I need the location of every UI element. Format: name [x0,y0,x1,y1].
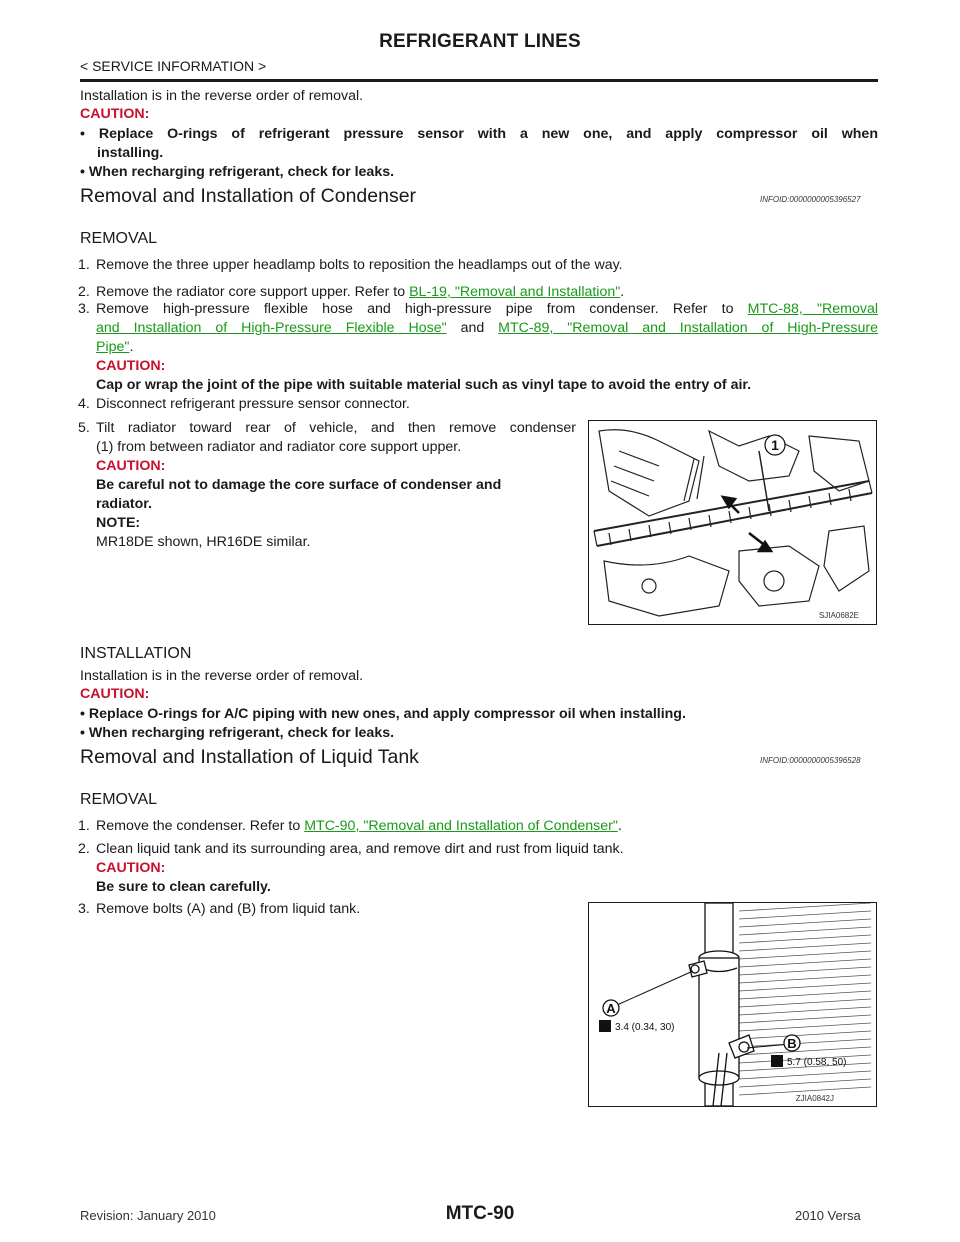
link-bl-19[interactable]: BL-19, "Removal and Installation" [409,284,621,300]
footer-revision: Revision: January 2010 [80,1208,216,1223]
condenser-caution-label: CAUTION: [80,686,150,702]
liquid-tank-figure [588,902,877,1107]
condenser-step-4: 4. Disconnect refrigerant pressure sensor connector. [78,396,410,412]
condenser-step-5: 5. Tilt radiator toward rear of vehicle, and then remove condenser (1) from between radiator and radiator core support upper. CAUTION: Be careful not to damage the core surface of condenser and radiator. NOTE: MR18DE shown, HR16DE similar. [78,420,576,550]
link-mtc-89[interactable]: MTC-89, "Removal and Installation of High-Pressure [498,320,878,336]
condenser-step-2: 2. Remove the radiator core support upper. Refer to BL-19, "Removal and Installation". [78,284,625,300]
condenser-removal-heading: REMOVAL [80,230,158,247]
intro-caution-1b: installing. [97,145,164,161]
intro-caution-label: CAUTION: [80,106,150,122]
bolt-b-label: B [787,1036,797,1051]
link-mtc-89-cont[interactable]: Pipe" [96,339,130,355]
footer-page-number: MTC-90 [445,1203,515,1224]
condenser-installation-heading: INSTALLATION [80,645,192,662]
liquid-tank-removal-heading: REMOVAL [80,791,158,808]
liquid-tank-illustration [589,903,876,1106]
footer-model: 2010 Versa [795,1208,861,1223]
liquid-tank-heading: Removal and Installation of Liquid Tank [80,746,419,768]
header-rule [80,79,878,82]
liquid-tank-step-2: 2. Clean liquid tank and its surrounding area, and remove dirt and rust from liquid tank. CAUTION: Be sure to clean carefully. [78,841,624,895]
figure-callout-1: 1 [771,437,779,453]
page-title: REFRIGERANT LINES [379,31,581,52]
section-label: < SERVICE INFORMATION > [80,58,267,74]
condenser-figure [588,420,877,625]
intro-install-text: Installation is in the reverse order of removal. [80,88,364,104]
liquid-tank-figure-code: ZJIA0842J [795,1094,834,1103]
condenser-install-text: Installation is in the reverse order of removal. [80,668,364,684]
intro-caution-2: • When recharging refrigerant, check for leaks. [80,164,395,180]
link-mtc-90[interactable]: MTC-90, "Removal and Installation of Condenser" [304,818,618,834]
torque-a-value: 3.4 (0.34, 30) [615,1022,675,1033]
condenser-infoid: INFOID:0000000005396527 [760,195,861,204]
intro-caution-1: • Replace O-rings of refrigerant pressure sensor with a new one, and apply compressor oil when [80,126,878,142]
bolt-a-label: A [606,1001,616,1016]
liquid-tank-step-3: 3. Remove bolts (A) and (B) from liquid tank. [78,901,361,917]
condenser-heading: Removal and Installation of Condenser [80,185,417,207]
condenser-caution-2: • When recharging refrigerant, check for leaks. [80,725,395,741]
torque-b-value: 5.7 (0.58, 50) [787,1057,847,1068]
liquid-tank-infoid: INFOID:0000000005396528 [760,756,861,765]
torque-wrench-icon [599,1020,611,1032]
condenser-figure-code: SJIA0682E [818,611,859,620]
condenser-illustration [589,421,876,624]
link-mtc-88-cont[interactable]: and Installation of High-Pressure Flexible Hose" [96,320,447,336]
condenser-step-1: 1. Remove the three upper headlamp bolts to reposition the headlamps out of the way. [78,257,623,273]
liquid-tank-step-1: 1. Remove the condenser. Refer to MTC-90, "Removal and Installation of Condenser". [78,818,622,834]
condenser-step-3-caution-label: CAUTION: [96,358,166,374]
condenser-step-3: 3. Remove high-pressure flexible hose and high-pressure pipe from condenser. Refer to MTC-88, "Removal and Installation of High-Pressure Flexible Hose" and MTC-89, "Removal and Installation of High-Pressure Pipe". CAUTION: Cap or wrap the joint of the pipe with suitable material such as vinyl tape to avoid the entry of air. [78,301,878,393]
condenser-caution-1: • Replace O-rings for A/C piping with new ones, and apply compressor oil when installing. [80,706,686,722]
link-mtc-88[interactable]: MTC-88, "Removal [747,301,878,317]
condenser-step-3-caution: Cap or wrap the joint of the pipe with suitable material such as vinyl tape to avoid the entry of air. [96,377,752,393]
torque-wrench-icon-b [771,1055,783,1067]
